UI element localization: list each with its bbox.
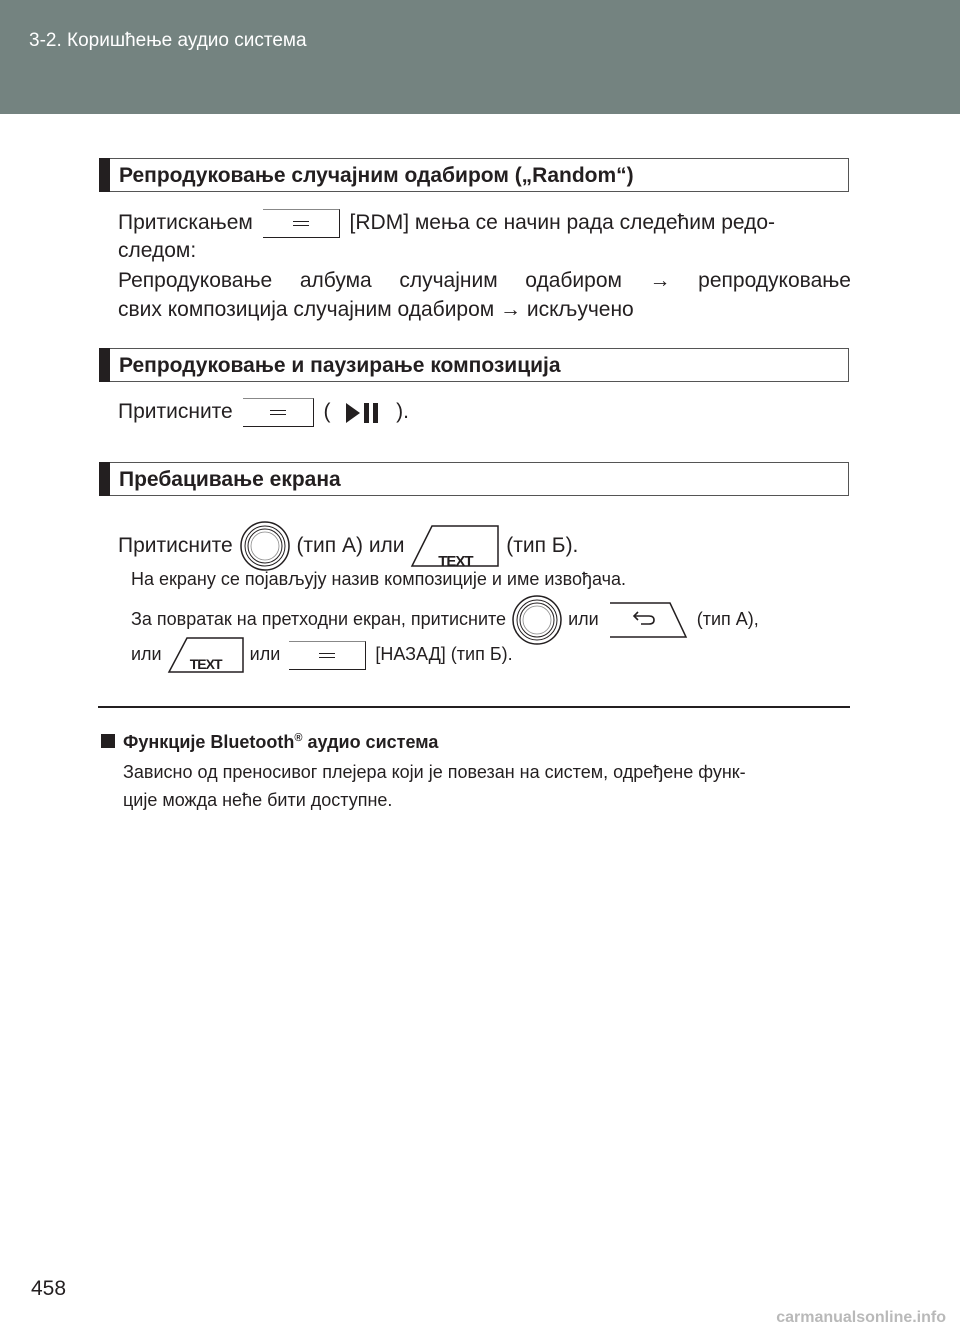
section-heading-text: Пребацивање екрана: [119, 468, 341, 491]
screen-note-2: За повратак на претходни екран, притисните или (тип А),: [131, 592, 851, 647]
back-button-icon: [608, 601, 688, 639]
play-pause-icon: [344, 402, 382, 424]
section-heading-text: Репродуковање случајним одабиром („Random“): [119, 164, 634, 187]
divider: [98, 706, 850, 708]
heading-bar: [99, 158, 110, 192]
watermark: carmanualsonline.info: [776, 1309, 946, 1326]
bluetooth-line-2: ције можда неће бити доступне.: [123, 790, 393, 810]
section-heading-play-pause: [99, 348, 849, 382]
bluetooth-heading: Функције Bluetooth® аудио система: [101, 732, 438, 753]
play-pause-button-icon: [243, 398, 314, 427]
page-number: 458: [31, 1277, 67, 1300]
section-heading-screen: [99, 462, 849, 496]
random-line-2: следом:: [118, 239, 197, 262]
section-heading-random: [99, 158, 849, 192]
heading-bar: [99, 348, 110, 382]
text-button-icon: TEXT: [167, 636, 245, 674]
bluetooth-line-1: Зависно од преносивог плејера који је повезан на систем, одређене функ-: [123, 762, 746, 782]
knob-button-icon: [511, 593, 563, 647]
page-header: [0, 0, 960, 114]
screen-note-3: или TEXT или [НАЗАД] (тип Б).: [131, 633, 513, 675]
knob-button-icon: [239, 519, 291, 573]
rdm-button-icon: [263, 209, 340, 238]
back-b-button-icon: [289, 641, 366, 670]
screen-note-1: На екрану се појављују назив композиције и име извођача.: [131, 569, 627, 589]
screen-line-1: Притисните (тип А) или TEXT (тип Б).: [118, 518, 578, 574]
header-title: 3-2. Коришћење аудио система: [29, 30, 307, 51]
play-pause-line: Притисните ( ).: [118, 398, 409, 427]
heading-bar: [99, 462, 110, 496]
random-line-1: Притискањем [RDM] мења се начин рада следећим редо-: [118, 209, 851, 238]
section-heading-text: Репродуковање и паузирање композиција: [119, 354, 561, 377]
text-button-icon: TEXT: [410, 524, 500, 568]
random-line-4: свих композиција случајним одабиром → искључено: [118, 298, 634, 321]
random-line-3: Репродуковање албума случајним одабиром → репродуковање: [118, 269, 851, 292]
square-bullet-icon: [101, 734, 115, 748]
